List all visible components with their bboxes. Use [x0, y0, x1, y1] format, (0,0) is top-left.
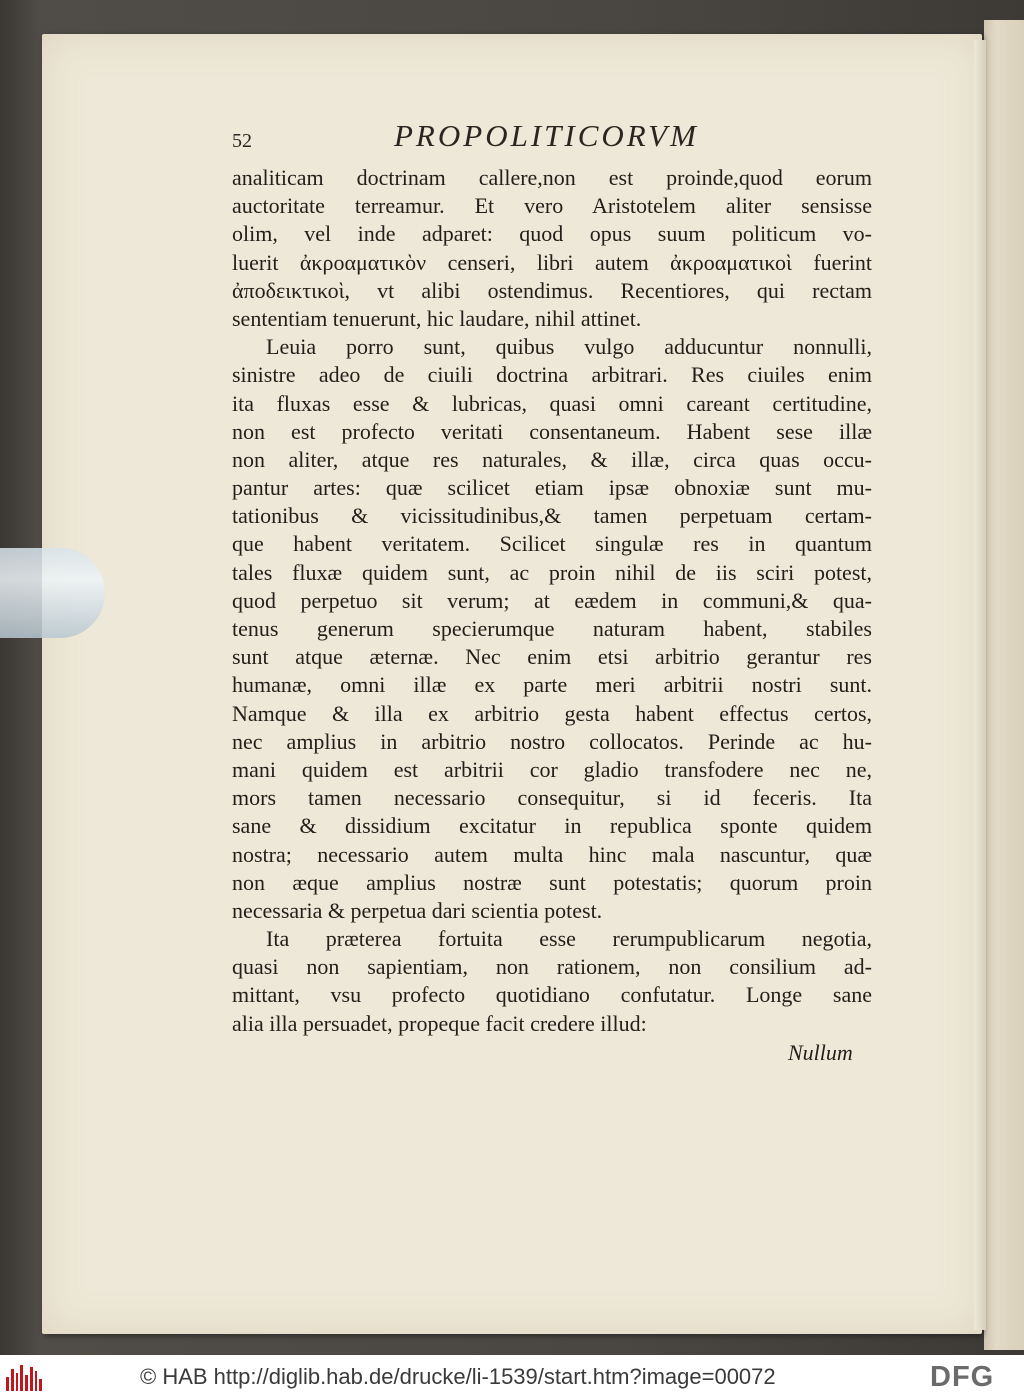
page-edge-shadow [974, 40, 986, 1330]
text-line: tenus generum specierumque naturam habent, stabiles [232, 616, 872, 641]
dfg-logo[interactable]: DFG [930, 1361, 995, 1393]
text-line: analiticam doctrinam callere,non est proinde,quod eorum [232, 165, 872, 190]
text-line: mors tamen necessario consequitur, si id feceris. Ita [232, 785, 872, 811]
source-url-link[interactable]: © HAB http://diglib.hab.de/drucke/li-1539/start.htm?image=00072 [140, 1364, 776, 1389]
adjacent-page-edge [984, 20, 1024, 1350]
viewer-footer [0, 1355, 1024, 1399]
text-line: olim, vel inde adparet: quod opus suum politicum vo- [232, 221, 872, 247]
text-line: sententiam tenuerunt, hic laudare, nihil attinet. [232, 305, 642, 331]
text-line: humanæ, omni illæ ex parte meri arbitrii nostri sunt. [232, 672, 872, 698]
text-line: necessaria & perpetua dari scientia potest. [232, 897, 603, 923]
text-line: quasi non sapientiam, non rationem, non consilium ad- [232, 954, 872, 980]
hab-logo-icon[interactable] [6, 1363, 42, 1391]
text-line: ita fluxas esse & lubricas, quasi omni careant certitudine, [232, 390, 872, 416]
text-line: pantur artes: quæ scilicet etiam ipsæ obnoxiæ sunt mu- [232, 475, 872, 501]
text-line: non aliter, atque res naturales, & illæ, circa quas occu- [232, 446, 872, 472]
page-number: 52 [232, 130, 252, 152]
text-line: mittant, vsu profecto quotidiano confutatur. Longe sane [232, 982, 872, 1008]
text-line: Leuia porro sunt, quibus vulgo adducuntur nonnulli, [266, 334, 872, 360]
page-clip [0, 548, 105, 638]
catchword: Nullum [788, 1040, 853, 1065]
page-header [232, 118, 872, 158]
text-line: non est profecto veritati consentaneum. Habent sese illæ [232, 418, 872, 444]
text-line: mani quidem est arbitrii cor gladio transfodere nec ne, [232, 756, 872, 782]
text-line: Namque & illa ex arbitrio gesta habent effectus certos, [232, 700, 872, 726]
text-line: sane & dissidium excitatur in republica sponte quidem [232, 813, 872, 839]
text-line: auctoritate terreamur. Et vero Aristotelem aliter sensisse [232, 193, 872, 219]
running-title: PROPOLITICORVM [394, 118, 699, 153]
text-line: luerit ἀκροαματικὸν censeri, libri autem ἀκροαματικοὶ fuerint [232, 249, 872, 275]
text-line: nec amplius in arbitrio nostro collocatos. Perinde ac hu- [232, 728, 872, 754]
text-line: tationibus & vicissitudinibus,& tamen perpetuam certam- [232, 503, 872, 529]
text-line: Ita præterea fortuita esse rerumpublicarum negotia, [266, 926, 872, 952]
text-line: que habent veritatem. Scilicet singulæ res in quantum [232, 531, 872, 557]
text-line: nostra; necessario autem multa hinc mala nascuntur, quæ [232, 841, 872, 867]
text-line: ἀποδεικτικοὶ, vt alibi ostendimus. Recentiores, qui rectam [232, 277, 872, 303]
body-text [232, 164, 872, 1038]
text-line: non æque amplius nostræ sunt potestatis; quorum proin [232, 869, 872, 895]
text-line: sinistre adeo de ciuili doctrina arbitrari. Res ciuiles enim [232, 362, 872, 388]
text-line: alia illa persuadet, propeque facit credere illud: [232, 1010, 647, 1036]
text-line: sunt atque æternæ. Nec enim etsi arbitrio gerantur res [232, 644, 872, 670]
text-line: quod perpetuo sit verum; at eædem in communi,& qua- [232, 587, 872, 613]
text-line: tales fluxæ quidem sunt, ac proin nihil de iis sciri potest, [232, 559, 872, 585]
